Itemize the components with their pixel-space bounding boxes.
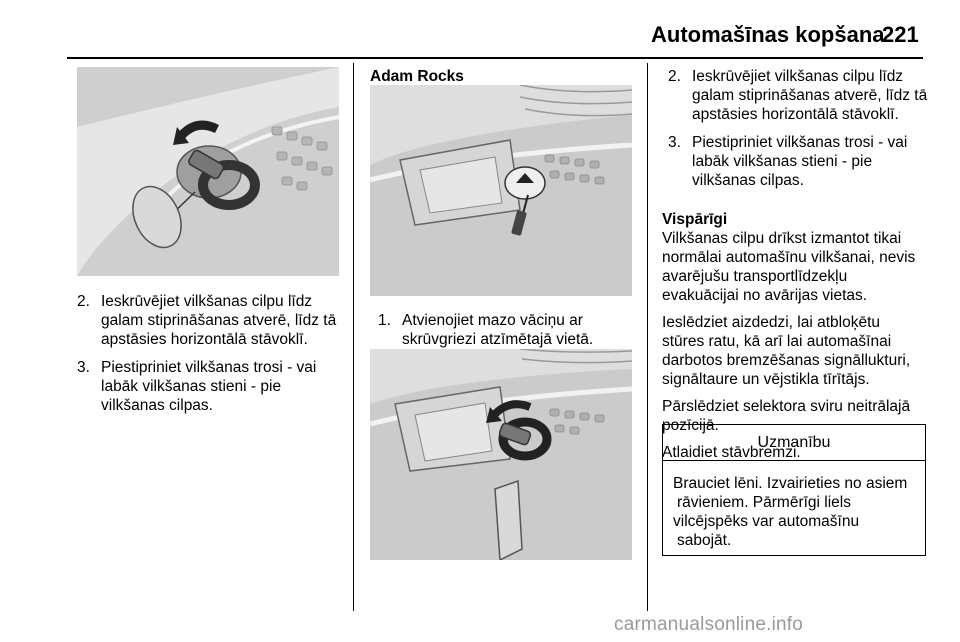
step-text-line: vilkšanas cilpas. [101,397,213,414]
caution-line: vilcējspēks var automašīnu [673,513,860,530]
paragraph-line: normālai automašīnu vilkšanai, nevis [662,249,916,266]
caution-title: Uzmanību [663,425,925,461]
header-title: Automašīnas kopšana [651,22,885,47]
step-number: 2. [668,68,681,85]
header-rule [67,57,923,59]
caution-text [663,461,925,550]
step-text-line: Atvienojiet mazo vāciņu ar [402,312,583,329]
right-steps-list [668,67,930,190]
caution-box [662,424,926,556]
caution-line: rāvieniem. Pārmērīgi liels [677,494,851,511]
list-item [668,67,930,124]
step-text-line: Piestipriniet vilkšanas trosi - vai [101,359,317,376]
step-text-line: Ieskrūvējiet vilkšanas cilpu līdz [101,293,313,310]
step-text-line: skrūvgriezi atzīmētajā vietā. [402,331,594,348]
paragraph-line: evakuācijai no avārijas vietas. [662,287,868,304]
paragraph-line: Atlaidiet stāvbremzi. [662,444,801,461]
tow-eye-illustration-left [77,67,339,276]
list-item [77,292,347,349]
page-number: 221 [882,22,919,47]
paragraph-line: Vilkšanas cilpu drīkst izmantot tikai [662,230,902,247]
step-text-line: apstāsies horizontālā stāvoklī. [101,331,308,348]
step-text-line: Ieskrūvējiet vilkšanas cilpu līdz [692,68,904,85]
tow-eye-illustration-middle [370,349,632,560]
paragraph-line: avarējušu transportlīdzekļu [662,268,848,285]
list-item [378,311,640,349]
column-divider-right [647,63,648,611]
paragraph [662,229,932,305]
step-number: 1. [378,312,391,329]
right-column-text [668,67,930,199]
caution-line: sabojāt. [677,532,732,549]
section-heading-general: Vispārīgi [662,211,728,228]
paragraph-line: stūres ratu, kā arī lai automašīnai [662,333,892,350]
middle-steps-list [378,311,640,349]
step-text-line: labāk vilkšanas stieni - pie [692,153,873,170]
step-text-line: apstāsies horizontālā stāvoklī. [692,106,899,123]
paragraph-line: darbotos bremzēšanas signāllukturi, [662,352,911,369]
list-item [668,133,930,190]
column-divider-left [353,63,354,611]
section-heading-adam-rocks: Adam Rocks [370,68,464,85]
step-text-line: Piestipriniet vilkšanas trosi - vai [692,134,908,151]
bumper-cap-illustration [370,85,632,296]
step-number: 2. [77,293,90,310]
paragraph [662,313,932,389]
paragraph-line: pozīcijā. [662,417,719,434]
page-header [0,0,960,60]
paragraph-line: Ieslēdziet aizdedzi, lai atbloķētu [662,314,880,331]
watermark: carmanualsonline.info [614,614,804,635]
left-column-text [77,292,347,424]
list-item [77,358,347,415]
left-steps-list [77,292,347,415]
paragraph-line: Pārslēdziet selektora sviru neitrālajā [662,398,911,415]
step-text-line: galam stiprināšanas atverē, līdz tā [692,87,928,104]
step-text-line: galam stiprināšanas atverē, līdz tā [101,312,337,329]
caution-line: Brauciet lēni. Izvairieties no asiem [673,475,908,492]
paragraph-line: signāltaure un vējstikla tīrītājs. [662,371,870,388]
step-text-line: vilkšanas cilpas. [692,172,804,189]
step-text-line: labāk vilkšanas stieni - pie [101,378,282,395]
step-number: 3. [77,359,90,376]
step-number: 3. [668,134,681,151]
